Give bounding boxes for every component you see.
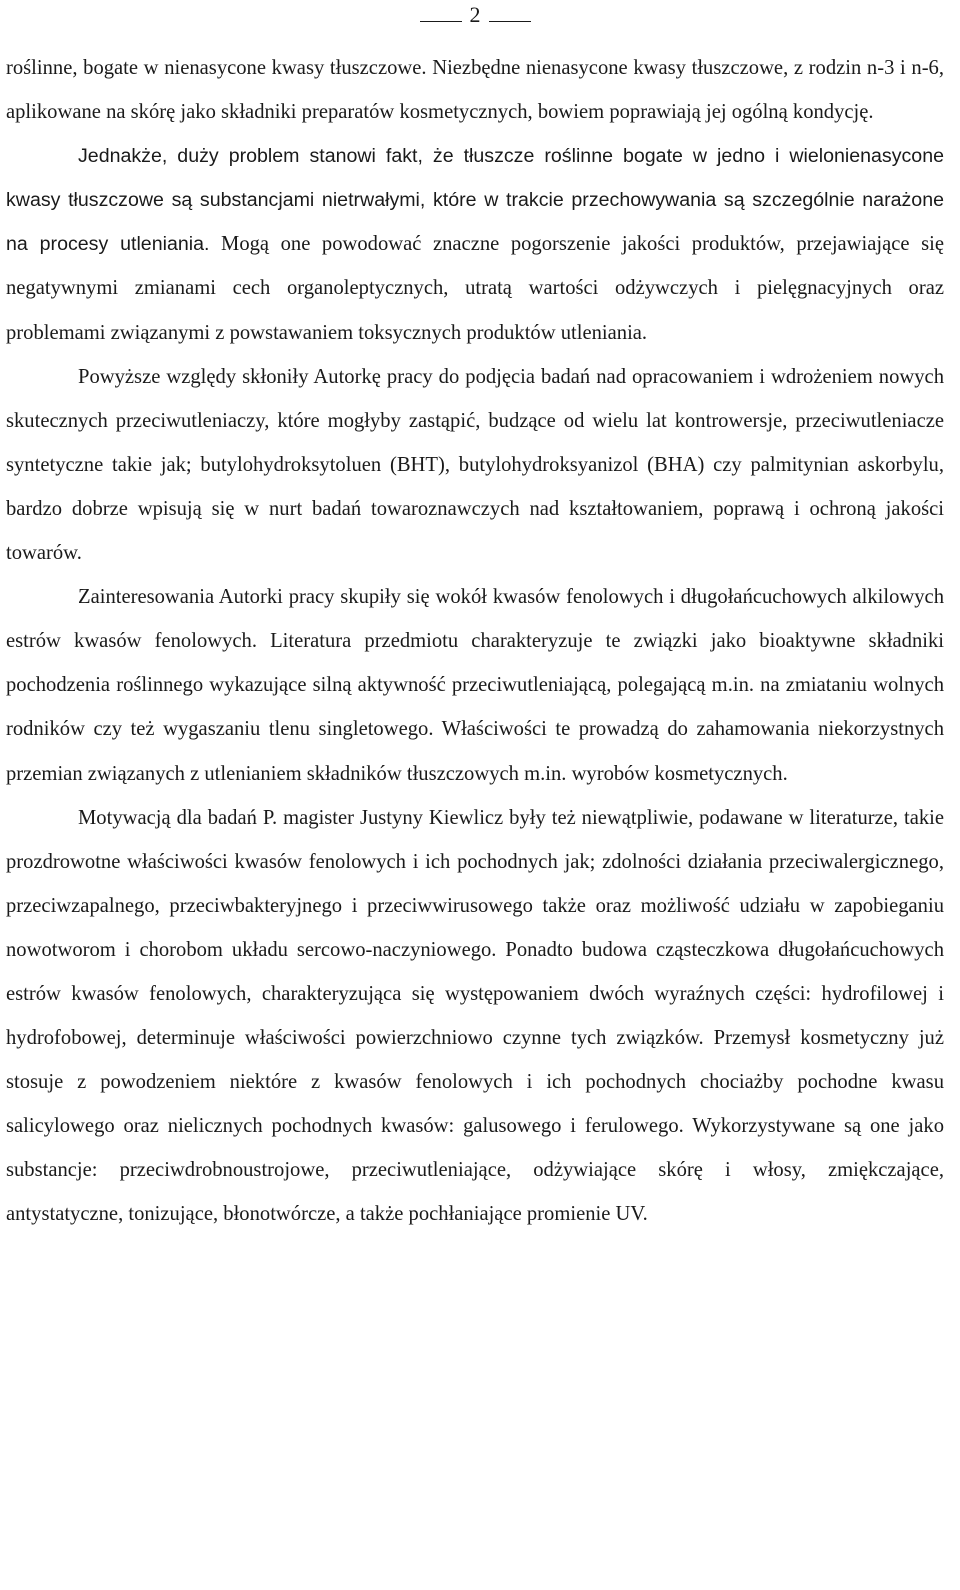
paragraph-2-sans-part: Jednakże, duży problem stanowi fakt, że tłuszcze roślinne bogate w jedno i wielonienasycone kwasy tłuszczowe są substancjami nietrwałymi, które w trakcie przechowywania są szczególnie narażone na procesy utleniania. — [6, 145, 944, 256]
paragraph-2 — [6, 134, 944, 354]
paragraph-2-serif-part: Mogą one powodować znaczne pogorszenie jakości produktów, przejawiające się negatywnymi zmianami cech organoleptycznych, utratą wartości odżywczych i pielęgnacyjnych oraz problemami związanymi z powstawaniem toksycznych produktów utleniania. — [6, 233, 944, 344]
page-number — [6, 0, 944, 30]
paragraph-3: Powyższe względy skłoniły Autorkę pracy do podjęcia badań nad opracowaniem i wdrożeniem nowych skutecznych przeciwutleniaczy, które mogłyby zastąpić, budzące od wielu lat kontrowersje, przeciwutleniacze syntetyczne takie jak; butylohydroksytoluen (BHT), butylohydroksyanizol (BHA) czy palmitynian askorbylu, bardzo dobrze wpisują się w nurt badań towaroznawczych nad kształtowaniem, poprawą i ochroną jakości towarów. — [6, 365, 944, 565]
page-number-rule-right — [489, 21, 531, 22]
paragraph-1: roślinne, bogate w nienasycone kwasy tłuszczowe. Niezbędne nienasycone kwasy tłuszczowe, z rodzin n-3 i n-6, aplikowane na skórę jako składniki preparatów kosmetycznych, bowiem poprawiają jej ogólną kondycję. — [6, 57, 944, 124]
page-number-rule-left — [420, 21, 462, 22]
document-page — [6, 0, 944, 1237]
paragraph-4: Zainteresowania Autorki pracy skupiły się wokół kwasów fenolowych i długołańcuchowych alkilowych estrów kwasów fenolowych. Literatura przedmiotu charakteryzuje te związki jako bioaktywne składniki pochodzenia roślinnego wykazujące silną aktywność przeciwutleniającą, polegającą m.in. na zmiataniu wolnych rodników czy też wygaszaniu tlenu singletowego. Właściwości te prowadzą do zahamowania niekorzystnych przemian związanych z utlenianiem składników tłuszczowych m.in. wyrobów kosmetycznych. — [6, 586, 944, 785]
page-number-value: 2 — [469, 2, 481, 27]
paragraph-5: Motywacją dla badań P. magister Justyny Kiewlicz były też niewątpliwie, podawane w literaturze, takie prozdrowotne właściwości kwasów fenolowych i ich pochodnych jak; zdolności działania przeciwalergicznego, przeciwzapalnego, przeciwbakteryjnego i przeciwwirusowego także oraz możliwość udziału w zapobieganiu nowotworom i chorobom układu sercowo-naczyniowego. Ponadto budowa cząsteczkowa długołańcuchowych estrów kwasów fenolowych, charakteryzująca się występowaniem dwóch wyraźnych części: hydrofilowej i hydrofobowej, determinuje właściwości powierzchniowo czynne tych związków. Przemysł kosmetyczny już stosuje z powodzeniem niektóre z kwasów fenolowych i ich pochodnych chociażby pochodne kwasu salicylowego oraz nielicznych pochodnych kwasów: galusowego i ferulowego. Wykorzystywane są one jako substancje: przeciwdrobnoustrojowe, przeciwutleniające, odżywiające skórę i włosy, zmiękczające, antystatyczne, tonizujące, błonotwórcze, a także pochłaniające promienie UV. — [6, 806, 944, 1226]
